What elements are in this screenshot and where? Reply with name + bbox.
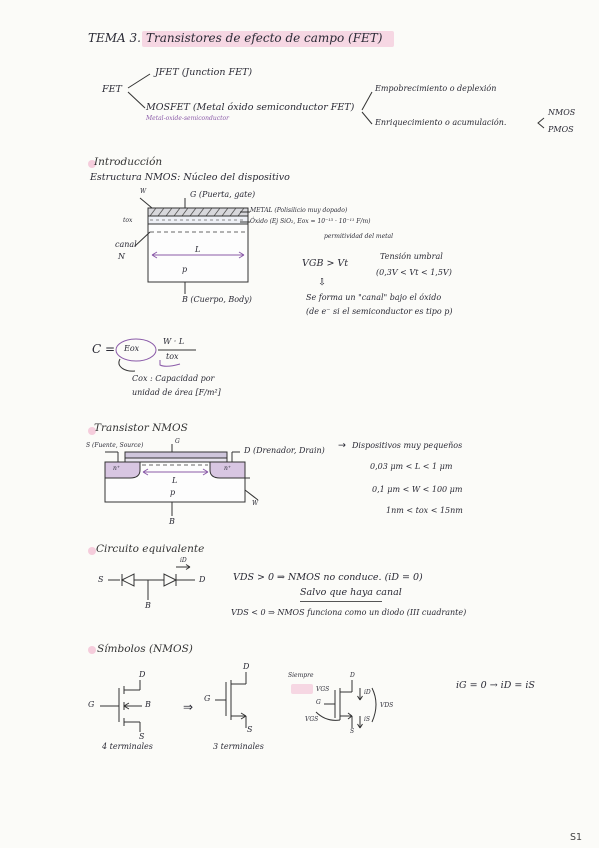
vgs-label: VGS	[316, 686, 330, 693]
d-label: D	[199, 575, 206, 584]
channel-note-2: (de e⁻ si el semiconductor es tipo p)	[306, 307, 453, 316]
canal-label: canal	[115, 240, 137, 249]
sym4-b: B	[145, 700, 151, 709]
capacitance-c: C =	[92, 342, 116, 356]
sym4-d: D	[139, 670, 146, 679]
channel-note-1: Se forma un "canal" bajo el óxido	[306, 293, 442, 302]
enhancement-type: Enriquecimiento o acumulación.	[375, 118, 507, 127]
fet-root: FET	[102, 84, 122, 95]
channel-exception: Salvo que haya canal	[300, 587, 402, 598]
length-label: L	[195, 245, 201, 254]
page-title: Transistores de efecto de campo (FET)	[146, 31, 383, 45]
vgb-condition: VGB > Vt	[302, 258, 349, 269]
intro-heading: Introducción	[94, 156, 163, 168]
canal-n-label: N	[118, 252, 125, 261]
devices-title: Dispositivos muy pequeños	[352, 441, 463, 450]
three-terminals-caption: 3 terminales	[213, 742, 264, 751]
cox-definition-2: unidad de área [F/m²]	[132, 388, 221, 397]
sym3-g: G	[204, 694, 211, 703]
mosfet-subtitle: Metal-oxide-semiconductor	[146, 115, 229, 122]
source-label: S (Fuente, Source)	[86, 442, 144, 449]
w-label-2: W	[252, 500, 259, 507]
tox-label: tox	[123, 217, 133, 224]
threshold-range: (0,3V < Vt < 1,5V)	[376, 268, 452, 277]
w-label: W	[140, 188, 147, 195]
range-tox: 1nm < tox < 15nm	[386, 506, 463, 515]
range-w: 0,1 μm < W < 100 μm	[372, 485, 463, 494]
vds-positive-line: VDS > 0 ⇒ NMOS no conduce. (iD = 0)	[233, 572, 423, 583]
numerator: W · L	[163, 337, 185, 346]
sym4-s: S	[139, 732, 145, 741]
nmos-label: NMOS	[548, 108, 576, 117]
permittivity-label: permitividad del metal	[324, 233, 394, 240]
four-terminals-caption: 4 terminales	[102, 742, 153, 751]
current-equation: iG = 0 → iD = iS	[456, 680, 535, 691]
range-l: 0,03 μm < L < 1 μm	[370, 462, 453, 471]
oxide-label: Óxido (Ej SiO₂, Eox = 10⁻¹³ · 10⁻¹¹ F/m)	[250, 218, 371, 225]
n-plus-left: n⁺	[113, 465, 121, 472]
threshold-title: Tensión umbral	[380, 252, 443, 261]
gate-label: G (Puerta, gate)	[190, 190, 256, 199]
n-plus-right: n⁺	[224, 465, 232, 472]
sym-bias-vgs-bottom: VGS	[305, 716, 319, 723]
sym-bias-g: G	[316, 699, 321, 706]
pmos-label: PMOS	[548, 125, 574, 134]
transistor-heading: Transistor NMOS	[94, 422, 188, 434]
denominator: tox	[166, 352, 179, 361]
mosfet-branch: MOSFET (Metal óxido semiconductor FET)	[146, 102, 355, 113]
devices-arrow: →	[338, 440, 346, 451]
metal-label: METAL (Polisilicio muy dopado)	[250, 207, 348, 214]
sym3-d: D	[243, 662, 250, 671]
b-label-2: B	[145, 601, 151, 610]
p-label-2: p	[170, 488, 176, 497]
drain-label: D (Drenador, Drain)	[244, 446, 325, 455]
sym-bias-vds: VDS	[380, 702, 394, 709]
depletion-type: Empobrecimiento o deplexión	[375, 84, 497, 93]
length-label-2: L	[172, 476, 178, 485]
sym-bias-d: D	[350, 672, 355, 679]
implies-symbol: ⇒	[183, 700, 194, 714]
page-number: S1	[570, 832, 583, 843]
sym-bias-s: S	[350, 728, 355, 735]
always-label: Siempre	[288, 672, 314, 679]
sym-bias-is: iS	[364, 716, 371, 723]
structure-line: Estructura NMOS: Núcleo del dispositivo	[90, 172, 290, 183]
eox-symbol: Eox	[124, 344, 140, 353]
implies-arrow: ⇩	[318, 277, 326, 288]
body-label: B (Cuerpo, Body)	[182, 295, 252, 304]
sym-bias-id: iD	[364, 689, 371, 696]
cox-definition-1: Cox : Capacidad por	[132, 374, 215, 383]
vds-negative-line: VDS < 0 ⇒ NMOS funciona como un diodo (III cuadrante)	[231, 608, 467, 617]
id-label: iD	[180, 557, 187, 564]
sym4-g: G	[88, 700, 95, 709]
sym3-s: S	[247, 725, 253, 734]
symbols-heading: Símbolos (NMOS)	[97, 643, 193, 655]
jfet-branch: JFET (Junction FET)	[155, 67, 253, 78]
p-label: p	[182, 265, 188, 274]
b-label: B	[169, 517, 175, 526]
s-label: S	[98, 575, 104, 584]
equivalent-heading: Circuito equivalente	[96, 543, 205, 555]
title-prefix: TEMA 3.	[88, 31, 141, 45]
gate-label-2: G	[175, 438, 180, 445]
